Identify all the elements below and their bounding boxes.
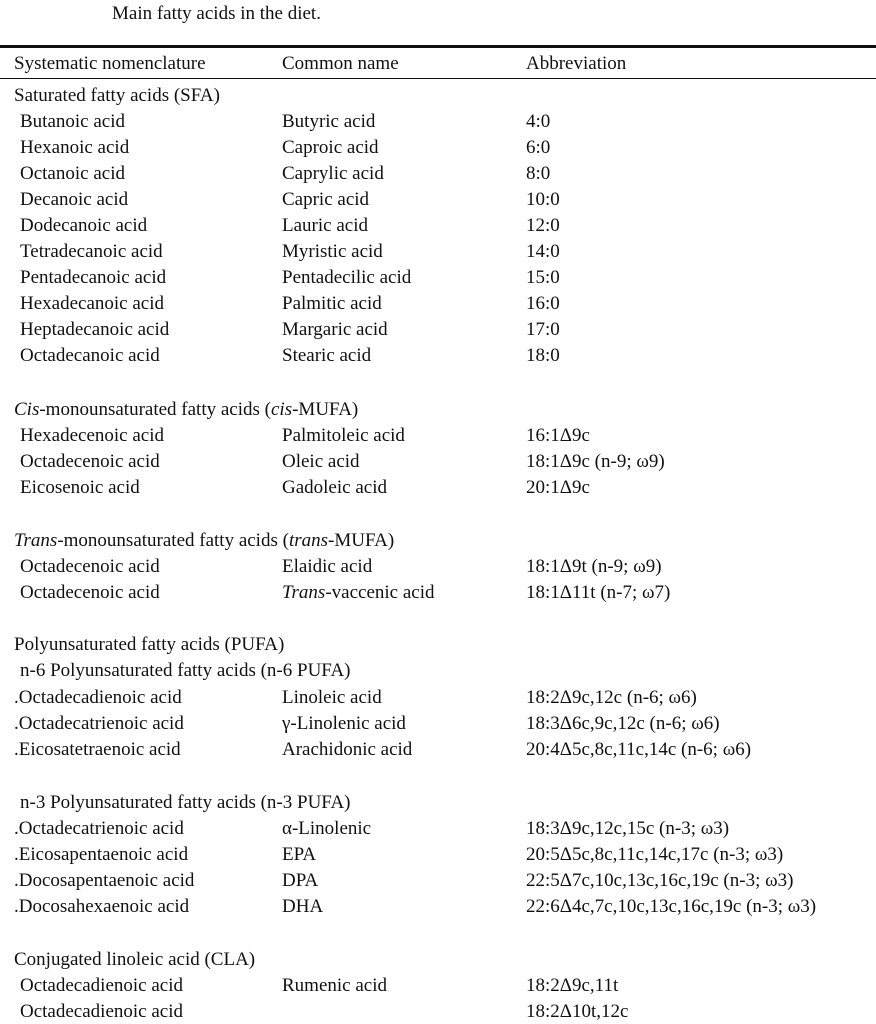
cell-common-name: Butyric acid <box>282 111 376 132</box>
cell-systematic-name: Octadecadienoic acid <box>20 1001 183 1022</box>
table-row <box>0 843 876 867</box>
cell-abbreviation: 18:1Δ9c (n-9; ω9) <box>526 451 665 472</box>
header-common-name: Common name <box>282 53 399 74</box>
table-row <box>0 162 876 186</box>
cell-abbreviation: 18:0 <box>526 345 560 366</box>
subsection-heading-row <box>0 659 876 683</box>
cell-abbreviation: 18:3Δ6c,9c,12c (n-6; ω6) <box>526 713 720 734</box>
text-segment: Conjugated linoleic acid (CLA) <box>14 949 256 970</box>
cell-abbreviation: 20:5Δ5c,8c,11c,14c,17c (n-3; ω3) <box>526 844 784 865</box>
table-row <box>0 424 876 448</box>
cell-systematic-name: .Docosapentaenoic acid <box>14 870 195 891</box>
subsection-heading <box>20 659 351 683</box>
cell-common-name: Linoleic acid <box>282 687 382 708</box>
cell-common-name: Oleic acid <box>282 451 360 472</box>
table-row <box>0 686 876 710</box>
cell-systematic-name: Octadecenoic acid <box>20 451 160 472</box>
text-segment: -MUFA) <box>328 530 395 551</box>
cell-abbreviation: 18:1Δ11t (n-7; ω7) <box>526 582 671 603</box>
cell-abbreviation: 18:2Δ10t,12c <box>526 1001 629 1022</box>
cell-abbreviation: 20:1Δ9c <box>526 477 590 498</box>
cell-abbreviation: 6:0 <box>526 137 551 158</box>
cell-abbreviation: 14:0 <box>526 241 560 262</box>
subsection-heading <box>20 791 351 815</box>
section-heading <box>14 633 284 657</box>
subsection-heading-row <box>0 791 876 815</box>
table-row <box>0 738 876 762</box>
cell-systematic-name: Tetradecanoic acid <box>20 241 163 262</box>
text-segment: Saturated fatty acids (SFA) <box>14 85 220 106</box>
cell-common-name: Myristic acid <box>282 241 383 262</box>
cell-abbreviation: 22:5Δ7c,10c,13c,16c,19c (n-3; ω3) <box>526 870 794 891</box>
cell-common-name: Arachidonic acid <box>282 739 413 760</box>
text-segment: -MUFA) <box>292 399 359 420</box>
cell-common-name: EPA <box>282 844 317 865</box>
section-heading <box>14 948 255 972</box>
text-segment: n-3 Polyunsaturated fatty acids (n-3 PUFA) <box>20 792 351 813</box>
table-row <box>0 974 876 998</box>
cell-common-name: DHA <box>282 896 324 917</box>
table-row <box>0 895 876 919</box>
cell-abbreviation: 22:6Δ4c,7c,10c,13c,16c,19c (n-3; ω3) <box>526 896 817 917</box>
cell-systematic-name: Dodecanoic acid <box>20 215 148 236</box>
section-heading-row <box>0 948 876 972</box>
cell-abbreviation: 18:2Δ9c,12c (n-6; ω6) <box>526 687 697 708</box>
text-segment: -vaccenic acid <box>325 582 435 603</box>
text-segment: -monounsaturated fatty acids ( <box>39 399 271 420</box>
italic-text: trans <box>288 530 329 551</box>
table-row <box>0 110 876 134</box>
table-row <box>0 344 876 368</box>
section-heading-row <box>0 633 876 657</box>
cell-abbreviation: 18:3Δ9c,12c,15c (n-3; ω3) <box>526 818 730 839</box>
table-row <box>0 869 876 893</box>
cell-common-name: DPA <box>282 870 319 891</box>
cell-common-name: Pentadecilic acid <box>282 267 412 288</box>
section-heading <box>14 529 394 553</box>
header-abbreviation: Abbreviation <box>526 53 627 74</box>
table-row <box>0 214 876 238</box>
cell-common-name: Capric acid <box>282 189 370 210</box>
cell-systematic-name: Octadecanoic acid <box>20 345 160 366</box>
table-row <box>0 476 876 500</box>
cell-systematic-name: .Eicosapentaenoic acid <box>14 844 189 865</box>
cell-systematic-name: Hexadecenoic acid <box>20 425 164 446</box>
table-row <box>0 712 876 736</box>
cell-common-name: Palmitic acid <box>282 293 382 314</box>
text-segment: -monounsaturated fatty acids ( <box>57 530 289 551</box>
section-heading <box>14 398 358 422</box>
italic-text: Trans <box>282 582 326 603</box>
cell-systematic-name: .Octadecatrienoic acid <box>14 818 184 839</box>
cell-systematic-name: Eicosenoic acid <box>20 477 140 498</box>
cell-systematic-name: Octadecadienoic acid <box>20 975 183 996</box>
cell-abbreviation: 16:1Δ9c <box>526 425 590 446</box>
cell-common-name: Caproic acid <box>282 137 379 158</box>
section-heading-row <box>0 84 876 108</box>
table-row <box>0 817 876 841</box>
cell-common-name: γ-Linolenic acid <box>282 713 406 734</box>
table-row <box>0 292 876 316</box>
cell-common-name: Palmitoleic acid <box>282 425 405 446</box>
cell-abbreviation: 4:0 <box>526 111 551 132</box>
cell-systematic-name: Hexadecanoic acid <box>20 293 164 314</box>
cell-systematic-name: Decanoic acid <box>20 189 129 210</box>
cell-systematic-name: .Eicosatetraenoic acid <box>14 739 181 760</box>
cell-common-name: Gadoleic acid <box>282 477 387 498</box>
cell-common-name: Caprylic acid <box>282 163 384 184</box>
cell-systematic-name: Pentadecanoic acid <box>20 267 167 288</box>
cell-abbreviation: 18:1Δ9t (n-9; ω9) <box>526 556 662 577</box>
cell-systematic-name: Octadecenoic acid <box>20 582 160 603</box>
section-heading-row <box>0 398 876 422</box>
cell-abbreviation: 10:0 <box>526 189 560 210</box>
italic-text: Cis <box>14 399 40 420</box>
cell-common-name: α-Linolenic <box>282 818 372 839</box>
cell-systematic-name: Octanoic acid <box>20 163 125 184</box>
cell-common-name: Lauric acid <box>282 215 368 236</box>
cell-systematic-name: Heptadecanoic acid <box>20 319 170 340</box>
cell-systematic-name: Butanoic acid <box>20 111 125 132</box>
cell-common-name: Stearic acid <box>282 345 372 366</box>
cell-common-name <box>282 581 434 605</box>
cell-common-name: Margaric acid <box>282 319 388 340</box>
cell-abbreviation: 16:0 <box>526 293 560 314</box>
italic-text: cis <box>270 399 293 420</box>
table-row <box>0 136 876 160</box>
table-caption: Main fatty acids in the diet. <box>112 3 321 24</box>
cell-abbreviation: 18:2Δ9c,11t <box>526 975 619 996</box>
cell-abbreviation: 8:0 <box>526 163 551 184</box>
cell-systematic-name: .Octadecadienoic acid <box>14 687 182 708</box>
table-row <box>0 188 876 212</box>
table-row <box>0 1000 876 1024</box>
table-row <box>0 555 876 579</box>
table-row <box>0 450 876 474</box>
cell-common-name: Rumenic acid <box>282 975 387 996</box>
text-segment: n-6 Polyunsaturated fatty acids (n-6 PUFA) <box>20 660 351 681</box>
table-row <box>0 581 876 605</box>
italic-text: Trans <box>14 530 58 551</box>
header-systematic-nomenclature: Systematic nomenclature <box>14 53 206 74</box>
text-segment: Polyunsaturated fatty acids (PUFA) <box>14 634 285 655</box>
cell-abbreviation: 17:0 <box>526 319 560 340</box>
table-row <box>0 240 876 264</box>
cell-systematic-name: Octadecenoic acid <box>20 556 160 577</box>
cell-systematic-name: .Docosahexaenoic acid <box>14 896 190 917</box>
cell-common-name: Elaidic acid <box>282 556 373 577</box>
section-heading-row <box>0 529 876 553</box>
table-row <box>0 266 876 290</box>
cell-abbreviation: 20:4Δ5c,8c,11c,14c (n-6; ω6) <box>526 739 752 760</box>
cell-systematic-name: .Octadecatrienoic acid <box>14 713 184 734</box>
table-row <box>0 318 876 342</box>
cell-abbreviation: 12:0 <box>526 215 560 236</box>
cell-abbreviation: 15:0 <box>526 267 560 288</box>
section-heading <box>14 84 220 108</box>
cell-systematic-name: Hexanoic acid <box>20 137 130 158</box>
